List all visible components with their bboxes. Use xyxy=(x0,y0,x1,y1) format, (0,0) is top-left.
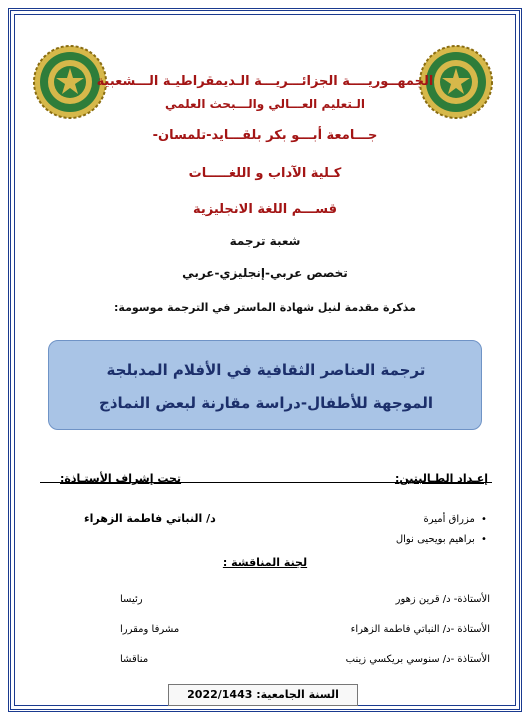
students-list xyxy=(396,510,490,550)
republic-name: الجمهــوريــــة الجزائـــريـــة الـديمقراطيـة الـــشعبية xyxy=(96,74,434,89)
jury-member-role: مشرفا ومقررا xyxy=(120,624,180,635)
thesis-title-box xyxy=(48,340,482,430)
academic-year-box: السنة الجامعية: 2022/1443 xyxy=(168,684,358,706)
jury-heading: لجنة المناقشة : xyxy=(222,556,308,569)
university-name: جـــامعة أبـــو بكر بلقـــايد-تلمسان- xyxy=(152,128,378,143)
jury-member-name: الأستاذة -د/ النباتي فاطمة الزهراء xyxy=(350,624,490,635)
faculty-name: كـلية الآداب و اللغـــــات xyxy=(188,166,342,181)
supervisor-name: د/ النباتي فاطمة الزهراء xyxy=(84,512,216,525)
branch-name: شعبة ترجمة xyxy=(229,234,301,248)
jury-member-role: مناقشا xyxy=(120,654,149,665)
table-row xyxy=(0,654,530,672)
jury-member-role: رئيسا xyxy=(120,594,143,605)
list-item xyxy=(396,510,490,530)
department-name: قســـم اللغة الانجليزية xyxy=(192,202,338,217)
jury-member-name: الأستاذة -د/ سنوسي بريكسي زينب xyxy=(345,654,490,665)
jury-member-name: الأستاذة- د/ قرين زهور xyxy=(395,594,490,605)
students-heading: إعـداد الطـالبتين: xyxy=(394,472,488,485)
memo-statement: مذكرة مقدمة لنيل شهادة الماستر في الترجمة موسومة: xyxy=(114,301,416,314)
list-item xyxy=(396,530,490,550)
supervisor-heading: تحت إشراف الأستـاذة: xyxy=(60,472,182,485)
thesis-title-line-1: ترجمة العناصر الثقافية في الأفلام المدبلجة xyxy=(106,361,426,379)
table-row xyxy=(0,594,530,612)
table-row xyxy=(0,624,530,642)
student-name: براهيم بويحيى نوال xyxy=(395,534,475,545)
student-name: مزراق أميرة xyxy=(423,514,475,525)
thesis-title-line-2: الموجهة للأطفال-دراسة مقارنة لبعض النماذج xyxy=(99,394,433,412)
specialty-name: تخصص عربي-إنجليزي-عربي xyxy=(182,266,348,280)
ministry-name: الـتعليم العـــالي والـــبحث العلمي xyxy=(164,97,366,111)
bullet-icon: • xyxy=(481,534,487,545)
bullet-icon: • xyxy=(481,514,487,525)
